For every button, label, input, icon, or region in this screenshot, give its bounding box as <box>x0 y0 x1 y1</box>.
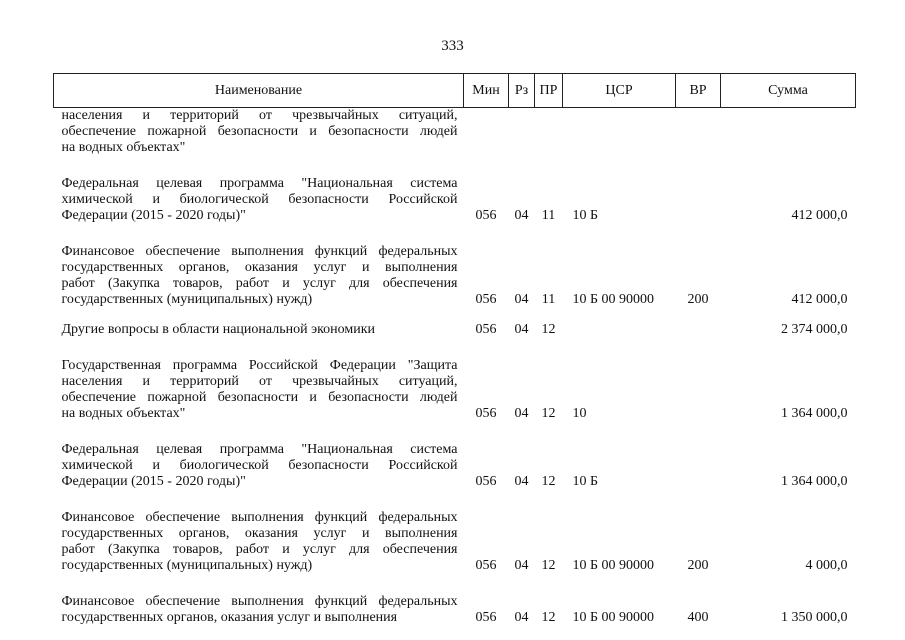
header-vr: ВР <box>676 74 721 108</box>
row-name-line: государственных (муниципальных) нужд) <box>61 558 313 573</box>
row-sum: 412 000,0 <box>791 292 848 307</box>
budget-table <box>53 73 856 626</box>
row-sum: 412 000,0 <box>791 208 848 223</box>
row-name-line: химической и биологической безопасности Российской <box>61 458 458 473</box>
row-name <box>54 176 464 224</box>
row-name-line: государственных органов, оказания услуг и выполнения <box>61 526 458 541</box>
row-min <box>464 108 509 157</box>
row-csr: 10 Б 00 90000 <box>572 610 655 625</box>
row-vr: 200 <box>687 292 709 307</box>
row-sum: 4 000,0 <box>805 558 848 573</box>
row-name-line: Государственная программа Российской Федерации "Защита <box>61 358 458 373</box>
row-sum: 2 374 000,0 <box>781 322 848 337</box>
row-pr: 12 <box>541 474 556 489</box>
row-sum <box>721 108 856 157</box>
row-rz: 04 <box>514 406 529 421</box>
row-pr: 12 <box>541 406 556 421</box>
table-header-row <box>54 74 856 108</box>
row-name-line: Федерации (2015 - 2020 годы)" <box>61 474 246 489</box>
row-spacer-cell <box>54 338 856 358</box>
row-name <box>54 442 464 490</box>
row-vr <box>676 176 721 224</box>
row-spacer-cell <box>54 490 856 510</box>
row-csr: 10 Б <box>572 208 599 223</box>
row-pr: 12 <box>541 322 556 337</box>
row-name-line: государственных (муниципальных) нужд) <box>61 292 313 307</box>
row-vr <box>676 108 721 157</box>
row-min: 056 <box>475 292 497 307</box>
table-row <box>54 322 856 338</box>
row-sum: 1 350 000,0 <box>781 610 848 625</box>
row-rz: 04 <box>514 208 529 223</box>
row-name <box>54 244 464 308</box>
row-name-line: Федерации (2015 - 2020 годы)" <box>61 208 246 223</box>
row-pr: 11 <box>541 208 556 223</box>
row-name-line: работ (Закупка товаров, работ и услуг для обеспечения <box>61 276 458 291</box>
row-min: 056 <box>475 610 497 625</box>
row-vr <box>676 358 721 422</box>
header-pr: ПР <box>535 74 563 108</box>
row-min: 056 <box>475 322 497 337</box>
row-vr <box>676 322 721 338</box>
row-min: 056 <box>475 406 497 421</box>
row-min: 056 <box>475 558 497 573</box>
budget-table-container <box>53 73 855 626</box>
table-row <box>54 594 856 626</box>
row-rz: 04 <box>514 474 529 489</box>
row-spacer-cell <box>54 224 856 244</box>
row-vr: 200 <box>687 558 709 573</box>
row-name-line: Финансовое обеспечение выполнения функций федеральных <box>61 244 458 259</box>
row-spacer-cell <box>54 308 856 322</box>
row-name-line: Финансовое обеспечение выполнения функций федеральных <box>61 510 458 525</box>
row-rz <box>509 108 535 157</box>
row-spacer <box>54 224 856 244</box>
row-rz: 04 <box>514 292 529 307</box>
row-spacer-cell <box>54 574 856 594</box>
row-csr: 10 Б <box>572 474 599 489</box>
row-csr: 10 <box>572 406 587 421</box>
row-name-line: государственных органов, оказания услуг и выполнения <box>61 260 458 275</box>
header-name: Наименование <box>54 74 464 108</box>
row-name-line: работ (Закупка товаров, работ и услуг для обеспечения <box>61 542 458 557</box>
table-row <box>54 108 856 157</box>
row-pr <box>535 108 563 157</box>
row-vr: 400 <box>687 610 709 625</box>
row-name-line: химической и биологической безопасности Российской <box>61 192 458 207</box>
row-spacer <box>54 574 856 594</box>
row-name-line: Финансовое обеспечение выполнения функций федеральных <box>61 594 458 609</box>
row-name <box>54 358 464 422</box>
row-name-line: Другие вопросы в области национальной экономики <box>61 322 376 337</box>
table-row <box>54 442 856 490</box>
table-row <box>54 358 856 422</box>
row-name <box>54 594 464 626</box>
row-name <box>54 108 464 157</box>
row-name <box>54 322 464 338</box>
row-pr: 12 <box>541 558 556 573</box>
row-spacer <box>54 490 856 510</box>
row-vr <box>676 442 721 490</box>
row-name <box>54 510 464 574</box>
row-sum: 1 364 000,0 <box>781 406 848 421</box>
row-spacer-cell <box>54 422 856 442</box>
row-name-line: обеспечение пожарной безопасности и безопасности людей <box>61 124 458 139</box>
row-spacer-cell <box>54 156 856 176</box>
table-row <box>54 176 856 224</box>
row-csr <box>563 322 676 338</box>
table-body <box>54 108 856 627</box>
header-rz: Рз <box>509 74 535 108</box>
table-row <box>54 510 856 574</box>
row-sum: 1 364 000,0 <box>781 474 848 489</box>
table-row <box>54 244 856 308</box>
row-min: 056 <box>475 474 497 489</box>
row-name-line: Федеральная целевая программа "Национальная система <box>61 442 458 457</box>
row-csr: 10 Б 00 90000 <box>572 558 655 573</box>
row-pr: 12 <box>541 610 556 625</box>
page-number: 333 <box>441 38 464 54</box>
row-spacer <box>54 308 856 322</box>
row-name-line: населения и территорий от чрезвычайных ситуаций, <box>61 108 458 123</box>
row-rz: 04 <box>514 558 529 573</box>
row-pr: 11 <box>541 292 556 307</box>
row-csr: 10 Б 00 90000 <box>572 292 655 307</box>
row-name-line: обеспечение пожарной безопасности и безопасности людей <box>61 390 458 405</box>
header-sum: Сумма <box>721 74 856 108</box>
row-min: 056 <box>475 208 497 223</box>
row-csr <box>563 108 676 157</box>
row-spacer <box>54 156 856 176</box>
row-spacer <box>54 338 856 358</box>
row-name-line: на водных объектах" <box>61 140 186 155</box>
header-min: Мин <box>464 74 509 108</box>
row-rz: 04 <box>514 610 529 625</box>
row-spacer <box>54 422 856 442</box>
row-name-line: Федеральная целевая программа "Национальная система <box>61 176 458 191</box>
row-name-line: государственных органов, оказания услуг и выполнения <box>61 610 398 625</box>
row-name-line: населения и территорий от чрезвычайных ситуаций, <box>61 374 458 389</box>
row-rz: 04 <box>514 322 529 337</box>
row-name-line: на водных объектах" <box>61 406 186 421</box>
header-csr: ЦСР <box>563 74 676 108</box>
